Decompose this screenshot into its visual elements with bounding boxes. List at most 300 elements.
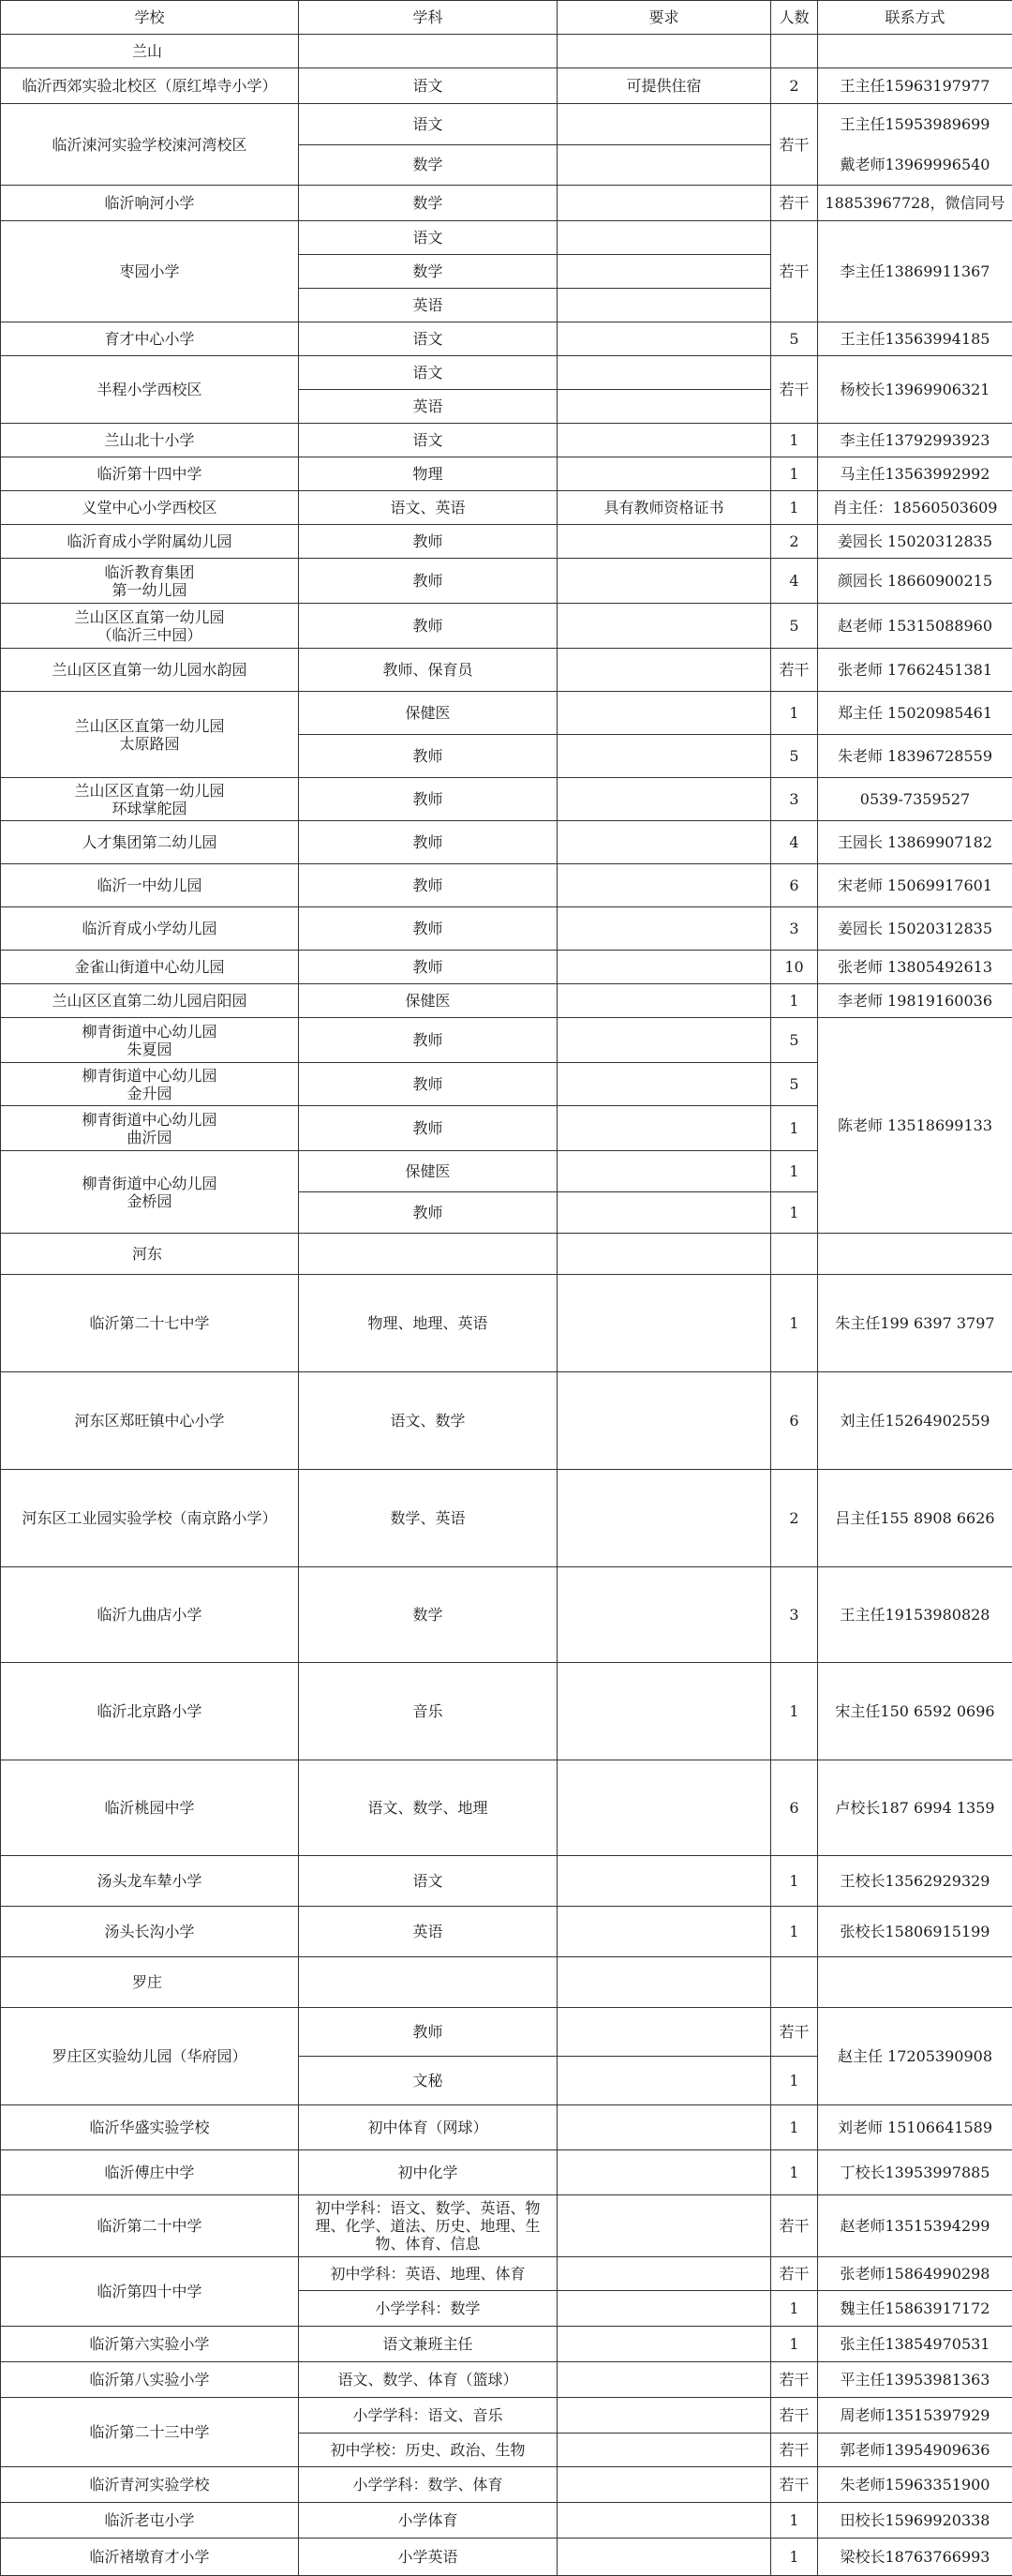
table-cell: 临沂褚墩育才小学 [1, 2539, 299, 2576]
table-cell: 杨校长13969906321 [818, 356, 1012, 424]
table-cell: 周老师13515397929 [818, 2398, 1012, 2434]
table-cell [818, 1957, 1012, 2008]
table-cell: 临沂华盛实验学校 [1, 2105, 299, 2150]
table-cell: 18853967728，微信同号 [818, 186, 1012, 221]
table-cell: 1 [771, 1192, 818, 1234]
table-cell [558, 221, 771, 255]
table-cell [558, 778, 771, 821]
table-cell: 3 [771, 907, 818, 951]
table-cell: 临沂一中幼儿园 [1, 864, 299, 907]
table-cell: 临沂北京路小学 [1, 1663, 299, 1760]
table-cell: 教师 [299, 778, 558, 821]
table-cell: 语文 [299, 322, 558, 356]
table-cell: 兰山区区直第一幼儿园水韵园 [1, 649, 299, 692]
cell-line: 曲沂园 [4, 1129, 295, 1146]
table-cell: 临沂青河实验学校 [1, 2467, 299, 2503]
table-cell: 若干 [771, 2434, 818, 2467]
table-cell [558, 649, 771, 692]
table-cell: 教师 [299, 1018, 558, 1063]
table-cell [558, 1856, 771, 1907]
table-row [1, 2467, 1012, 2503]
table-cell [558, 390, 771, 424]
table-cell [558, 1106, 771, 1151]
table-cell: 张主任13854970531 [818, 2327, 1012, 2362]
table-cell: 初中体育（网球） [299, 2105, 558, 2150]
table-cell: 河东区郑旺镇中心小学 [1, 1372, 299, 1470]
table-row [1, 864, 1012, 907]
table-cell [558, 1063, 771, 1106]
table-cell: 6 [771, 864, 818, 907]
table-cell: 1 [771, 2105, 818, 2150]
cell-line: 太原路园 [4, 735, 295, 753]
table-cell: 张校长15806915199 [818, 1907, 1012, 1957]
table-row [1, 1856, 1012, 1907]
table-cell: 教师 [299, 864, 558, 907]
table-cell [558, 1957, 771, 2008]
table-cell [558, 2291, 771, 2327]
region-heading: 河东 [1, 1234, 299, 1275]
table-cell: 义堂中心小学西校区 [1, 491, 299, 525]
table-row [1, 778, 1012, 821]
table-cell: 刘主任15264902559 [818, 1372, 1012, 1470]
cell-line: 柳青街道中心幼儿园 [4, 1175, 295, 1192]
cell-line: 兰山区区直第一幼儿园 [4, 782, 295, 800]
table-cell [558, 322, 771, 356]
table-cell [558, 1372, 771, 1470]
table-row [1, 984, 1012, 1018]
table-cell: 罗庄区实验幼儿园（华府园） [1, 2008, 299, 2105]
table-cell: 教师、保育员 [299, 649, 558, 692]
region-heading: 罗庄 [1, 1957, 299, 2008]
table-cell [558, 1470, 771, 1567]
table-cell [771, 1234, 818, 1275]
table-cell: 保健医 [299, 1151, 558, 1192]
table-cell: 丁校长13953997885 [818, 2150, 1012, 2195]
table-cell [558, 692, 771, 735]
table-cell: 1 [771, 984, 818, 1018]
table-cell: 赵老师 15315088960 [818, 604, 1012, 649]
cell-line: 柳青街道中心幼儿园 [4, 1023, 295, 1041]
table-cell [1, 1063, 299, 1106]
table-cell: 平主任13953981363 [818, 2362, 1012, 2398]
table-cell [558, 2008, 771, 2057]
table-cell [558, 2362, 771, 2398]
table-cell [558, 2105, 771, 2150]
table-cell [558, 1907, 771, 1957]
table-cell: 1 [771, 2057, 818, 2105]
table-cell: 小学学科：语文、音乐 [299, 2398, 558, 2434]
table-cell: 语文、数学、体育（篮球） [299, 2362, 558, 2398]
table-cell: 1 [771, 1856, 818, 1907]
table-row [1, 1018, 1012, 1063]
table-row [1, 649, 1012, 692]
table-cell [558, 2057, 771, 2105]
table-cell [1, 1018, 299, 1063]
table-cell: 1 [771, 491, 818, 525]
table-cell: 1 [771, 2150, 818, 2195]
table-cell [558, 2327, 771, 2362]
table-cell [558, 604, 771, 649]
table-cell: 教师 [299, 525, 558, 559]
cell-line: 环球掌舵园 [4, 800, 295, 817]
table-cell [1, 1106, 299, 1151]
table-row [1, 1372, 1012, 1470]
table-cell: 郑主任 15020985461 [818, 692, 1012, 735]
table-cell: 朱老师 18396728559 [818, 735, 1012, 778]
table-cell: 朱主任199 6397 3797 [818, 1275, 1012, 1372]
table-cell: 1 [771, 1663, 818, 1760]
table-cell [818, 1234, 1012, 1275]
table-cell [558, 2150, 771, 2195]
table-cell: 教师 [299, 2008, 558, 2057]
table-cell: 语文 [299, 424, 558, 457]
table-cell: 初中学科：语文、数学、英语、物理、化学、道法、历史、地理、生物、体育、信息 [299, 2195, 558, 2257]
table-cell: 3 [771, 778, 818, 821]
table-cell: 郭老师13954909636 [818, 2434, 1012, 2467]
table-cell: 若干 [771, 221, 818, 322]
table-cell: 临沂第十四中学 [1, 457, 299, 491]
table-row [1, 2257, 1012, 2291]
table-cell: 河东区工业园实验学校（南京路小学） [1, 1470, 299, 1567]
table-cell: 兰山北十小学 [1, 424, 299, 457]
table-row [1, 356, 1012, 390]
table-cell: 英语 [299, 289, 558, 322]
table-row [1, 2105, 1012, 2150]
table-cell: 王园长 13869907182 [818, 821, 1012, 864]
table-cell: 3 [771, 1567, 818, 1663]
table-cell: 1 [771, 2327, 818, 2362]
column-header: 学科 [299, 1, 558, 35]
table-cell: 保健医 [299, 984, 558, 1018]
table-cell: 临沂桃园中学 [1, 1760, 299, 1856]
table-cell [558, 1567, 771, 1663]
table-cell: 若干 [771, 2398, 818, 2434]
table-cell: 王主任19153980828 [818, 1567, 1012, 1663]
table-cell: 数学 [299, 186, 558, 221]
table-cell: 具有教师资格证书 [558, 491, 771, 525]
table-cell: 2 [771, 525, 818, 559]
table-row [1, 2503, 1012, 2539]
contact-text: 戴老师13969996540 [818, 144, 1012, 185]
table-cell: 数学 [299, 144, 558, 186]
table-cell: 临沂涑河实验学校涑河湾校区 [1, 104, 299, 186]
table-cell: 语文、数学 [299, 1372, 558, 1470]
table-cell: 宋老师 15069917601 [818, 864, 1012, 907]
table-cell [558, 424, 771, 457]
table-cell: 英语 [299, 390, 558, 424]
column-header: 联系方式 [818, 1, 1012, 35]
table-cell: 若干 [771, 356, 818, 424]
table-cell: 李主任13869911367 [818, 221, 1012, 322]
table-cell [558, 559, 771, 604]
table-cell: 1 [771, 1275, 818, 1372]
table-cell [558, 1760, 771, 1856]
table-cell: 临沂第八实验小学 [1, 2362, 299, 2398]
table-cell: 10 [771, 951, 818, 984]
table-cell: 教师 [299, 735, 558, 778]
table-cell: 李主任13792993923 [818, 424, 1012, 457]
table-cell [558, 289, 771, 322]
table-cell: 王主任13563994185 [818, 322, 1012, 356]
table-cell [558, 356, 771, 390]
table-cell [299, 1957, 558, 2008]
table-row [1, 424, 1012, 457]
table-row [1, 2195, 1012, 2257]
table-cell: 吕主任155 8908 6626 [818, 1470, 1012, 1567]
table-cell: 数学、英语 [299, 1470, 558, 1567]
table-cell: 马主任13563992992 [818, 457, 1012, 491]
table-cell: 语文 [299, 221, 558, 255]
table-cell: 初中学校：历史、政治、生物 [299, 2434, 558, 2467]
table-cell [558, 1018, 771, 1063]
table-cell [558, 2195, 771, 2257]
table-cell [1, 778, 299, 821]
table-cell [558, 255, 771, 289]
table-cell [1, 559, 299, 604]
table-cell: 临沂育成小学幼儿园 [1, 907, 299, 951]
column-header: 人数 [771, 1, 818, 35]
table-cell: 若干 [771, 104, 818, 186]
table-row [1, 1275, 1012, 1372]
table-cell: 1 [771, 1151, 818, 1192]
table-cell: 小学学科：数学 [299, 2291, 558, 2327]
table-cell: 若干 [771, 2362, 818, 2398]
table-cell: 若干 [771, 186, 818, 221]
cell-line: （临沂三中园） [4, 626, 295, 644]
table-cell: 语文、数学、地理 [299, 1760, 558, 1856]
table-cell: 1 [771, 1106, 818, 1151]
table-cell [1, 692, 299, 778]
table-row [1, 186, 1012, 221]
table-cell: 临沂老屯小学 [1, 2503, 299, 2539]
table-cell: 魏主任15863917172 [818, 2291, 1012, 2327]
table-cell: 教师 [299, 907, 558, 951]
table-cell [558, 457, 771, 491]
table-cell: 临沂育成小学附属幼儿园 [1, 525, 299, 559]
table-cell: 1 [771, 692, 818, 735]
table-cell: 颜园长 18660900215 [818, 559, 1012, 604]
table-row [1, 2539, 1012, 2576]
table-cell: 初中学科：英语、地理、体育 [299, 2257, 558, 2291]
table-cell: 若干 [771, 649, 818, 692]
table-cell: 人才集团第二幼儿园 [1, 821, 299, 864]
table-cell [558, 735, 771, 778]
table-cell: 4 [771, 821, 818, 864]
table-cell: 临沂傅庄中学 [1, 2150, 299, 2195]
table-cell: 文秘 [299, 2057, 558, 2105]
table-cell: 1 [771, 424, 818, 457]
table-cell [558, 864, 771, 907]
table-cell: 0539-7359527 [818, 778, 1012, 821]
table-cell: 6 [771, 1372, 818, 1470]
table-cell: 汤头长沟小学 [1, 1907, 299, 1957]
table-cell [558, 951, 771, 984]
cell-line: 临沂教育集团 [4, 563, 295, 581]
table-cell: 5 [771, 735, 818, 778]
table-cell: 教师 [299, 604, 558, 649]
table-row [1, 1663, 1012, 1760]
table-cell: 若干 [771, 2008, 818, 2057]
table-cell: 姜园长 15020312835 [818, 525, 1012, 559]
table-cell: 枣园小学 [1, 221, 299, 322]
table-cell [558, 2467, 771, 2503]
table-row [1, 1470, 1012, 1567]
table-cell [818, 104, 1012, 186]
table-cell: 临沂第六实验小学 [1, 2327, 299, 2362]
cell-line: 金升园 [4, 1085, 295, 1102]
table-cell: 陈老师 13518699133 [818, 1018, 1012, 1234]
cell-line: 第一幼儿园 [4, 581, 295, 599]
table-cell: 音乐 [299, 1663, 558, 1760]
table-cell: 初中化学 [299, 2150, 558, 2195]
table-row [1, 104, 1012, 145]
table-cell: 临沂第二十三中学 [1, 2398, 299, 2467]
table-cell: 1 [771, 2291, 818, 2327]
table-cell: 5 [771, 1018, 818, 1063]
table-cell [558, 2503, 771, 2539]
table-cell: 1 [771, 2503, 818, 2539]
table-cell: 朱老师15963351900 [818, 2467, 1012, 2503]
table-row [1, 491, 1012, 525]
table-cell: 教师 [299, 1106, 558, 1151]
column-header: 学校 [1, 1, 299, 35]
table-cell: 小学体育 [299, 2503, 558, 2539]
table-cell: 教师 [299, 1063, 558, 1106]
table-cell: 5 [771, 322, 818, 356]
table-body [1, 1, 1012, 2576]
contact-text: 王主任15953989699 [818, 104, 1012, 144]
table-cell: 赵老师13515394299 [818, 2195, 1012, 2257]
table-cell [558, 2398, 771, 2434]
table-cell: 临沂响河小学 [1, 186, 299, 221]
table-cell: 卢校长187 6994 1359 [818, 1760, 1012, 1856]
table-cell: 若干 [771, 2195, 818, 2257]
table-row [1, 1957, 1012, 2008]
table-cell: 临沂第二十七中学 [1, 1275, 299, 1372]
table-cell: 临沂九曲店小学 [1, 1567, 299, 1663]
table-cell: 教师 [299, 1192, 558, 1234]
table-cell [558, 1275, 771, 1372]
table-cell [818, 35, 1012, 68]
table-cell [1, 604, 299, 649]
table-cell: 6 [771, 1760, 818, 1856]
table-row [1, 951, 1012, 984]
table-cell [558, 2434, 771, 2467]
table-cell: 5 [771, 1063, 818, 1106]
table-row [1, 1234, 1012, 1275]
cell-line: 金桥园 [4, 1192, 295, 1210]
table-cell: 4 [771, 559, 818, 604]
table-cell: 物理、地理、英语 [299, 1275, 558, 1372]
table-cell: 教师 [299, 559, 558, 604]
table-cell [1, 1151, 299, 1234]
table-cell: 刘老师 15106641589 [818, 2105, 1012, 2150]
table-cell [558, 35, 771, 68]
table-cell: 语文 [299, 104, 558, 145]
table-cell: 物理 [299, 457, 558, 491]
table-cell: 肖主任：18560503609 [818, 491, 1012, 525]
table-cell: 1 [771, 457, 818, 491]
table-cell: 王校长13562929329 [818, 1856, 1012, 1907]
table-row [1, 2362, 1012, 2398]
table-cell [558, 1663, 771, 1760]
cell-line: 兰山区区直第一幼儿园 [4, 608, 295, 626]
table-cell [558, 144, 771, 186]
table-cell [299, 1234, 558, 1275]
table-cell [558, 525, 771, 559]
table-cell: 临沂西郊实验北校区（原红埠寺小学） [1, 68, 299, 104]
column-header: 要求 [558, 1, 771, 35]
table-row [1, 692, 1012, 735]
table-cell: 英语 [299, 1907, 558, 1957]
table-cell: 数学 [299, 255, 558, 289]
table-cell: 张老师 17662451381 [818, 649, 1012, 692]
table-cell: 育才中心小学 [1, 322, 299, 356]
table-row [1, 2008, 1012, 2057]
table-cell [558, 907, 771, 951]
table-cell: 田校长15969920338 [818, 2503, 1012, 2539]
table-cell: 5 [771, 604, 818, 649]
table-cell: 张老师 13805492613 [818, 951, 1012, 984]
table-cell [558, 1192, 771, 1234]
cell-line: 柳青街道中心幼儿园 [4, 1111, 295, 1129]
table-row [1, 1567, 1012, 1663]
table-cell: 李老师 19819160036 [818, 984, 1012, 1018]
table-cell: 赵主任 17205390908 [818, 2008, 1012, 2105]
table-cell: 教师 [299, 821, 558, 864]
table-cell [558, 821, 771, 864]
table-cell: 姜园长 15020312835 [818, 907, 1012, 951]
table-cell: 宋主任150 6592 0696 [818, 1663, 1012, 1760]
table-cell: 数学 [299, 1567, 558, 1663]
table-cell: 张老师15864990298 [818, 2257, 1012, 2291]
table-cell: 语文兼班主任 [299, 2327, 558, 2362]
region-heading: 兰山 [1, 35, 299, 68]
cell-line: 朱夏园 [4, 1041, 295, 1058]
table-row [1, 525, 1012, 559]
table-cell: 小学英语 [299, 2539, 558, 2576]
table-cell: 兰山区区直第二幼儿园启阳园 [1, 984, 299, 1018]
table-cell [299, 35, 558, 68]
table-cell [771, 35, 818, 68]
cell-line: 柳青街道中心幼儿园 [4, 1067, 295, 1085]
table-cell: 半程小学西校区 [1, 356, 299, 424]
table-row [1, 457, 1012, 491]
header-row [1, 1, 1012, 35]
table-row [1, 559, 1012, 604]
table-cell: 临沂第四十中学 [1, 2257, 299, 2327]
table-cell: 2 [771, 68, 818, 104]
table-row [1, 1760, 1012, 1856]
table-cell [558, 1234, 771, 1275]
table-cell: 可提供住宿 [558, 68, 771, 104]
table-cell [558, 2539, 771, 2576]
table-cell: 王主任15963197977 [818, 68, 1012, 104]
table-row [1, 2150, 1012, 2195]
table-row [1, 907, 1012, 951]
table-cell: 临沂第二十中学 [1, 2195, 299, 2257]
table-cell: 1 [771, 1907, 818, 1957]
table-cell: 梁校长18763766993 [818, 2539, 1012, 2576]
table-cell: 金雀山街道中心幼儿园 [1, 951, 299, 984]
table-cell: 教师 [299, 951, 558, 984]
table-row [1, 322, 1012, 356]
table-row [1, 221, 1012, 255]
table-row [1, 68, 1012, 104]
table-cell [558, 186, 771, 221]
table-cell [558, 104, 771, 145]
table-cell [558, 2257, 771, 2291]
